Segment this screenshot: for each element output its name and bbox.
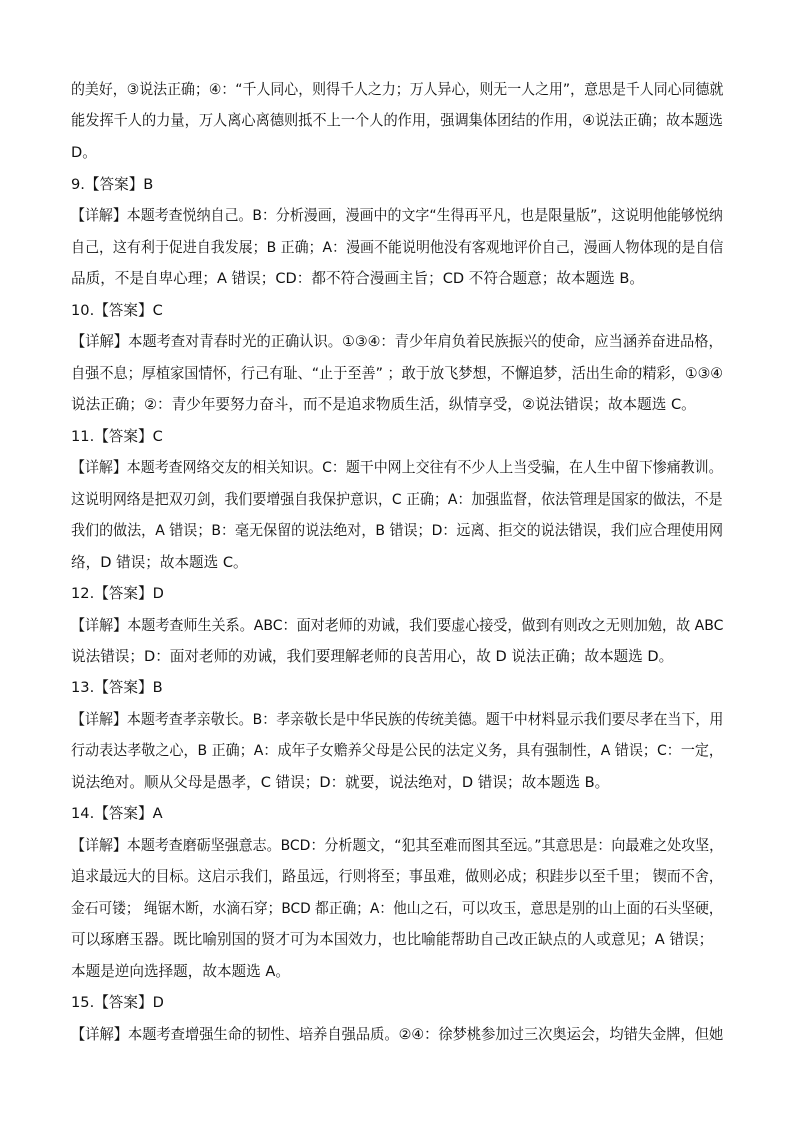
text-line: 我们的做法，A 错误；B：毫无保留的说法绝对，B 错误；D：远离、拒交的说法错误，我们应合理使用网: [71, 522, 724, 539]
text-line: 自己，这有利于促进自我发展；B 正确；A：漫画不能说明他没有客观地评价自己，漫画人物体现的是自信: [71, 239, 724, 256]
text-line: 说法正确；②：青少年要努力奋斗，而不是追求物质生活，纵情享受，②说法错误；故本题选 C。: [71, 396, 696, 413]
answer-heading-14: 14.【答案】A: [71, 805, 163, 822]
text-line: 行动表达孝敬之心，B 正确；A：成年子女赡养父母是公民的法定义务，具有强制性，A 错误；C：一定，: [71, 742, 723, 759]
answer-heading-15: 15.【答案】D: [71, 994, 164, 1011]
text-line: 追求最远大的目标。这启示我们，路虽远，行则将至；事虽难，做则必成；积跬步以至千里； 锲而不舍，: [71, 868, 723, 885]
text-line: 金石可镂； 绳锯木断，水滴石穿；BCD 都正确；A：他山之石，可以攻玉，意思是别的山上面的石头坚硬，: [71, 900, 723, 917]
text-line: 【详解】本题考查对青春时光的正确认识。①③④：青少年肩负着民族振兴的使命，应当涵养奋进品格，: [71, 333, 723, 350]
text-line: D。: [71, 144, 97, 161]
answer-heading-9: 9.【答案】B: [71, 176, 154, 193]
text-line: 【详解】本题考查悦纳自己。B：分析漫画，漫画中的文字“生得再平凡，也是限量版”，这说明他能够悦纳: [71, 207, 723, 224]
text-line: 【详解】本题考查师生关系。ABC：面对老师的劝诫，我们要虚心接受，做到有则改之无则加勉，故 ABC: [71, 617, 724, 634]
answer-heading-11: 11.【答案】C: [71, 428, 163, 445]
text-line: 这说明网络是把双刃剑，我们要增强自我保护意识，C 正确；A：加强监督，依法管理是国家的做法，不是: [71, 491, 723, 508]
answer-heading-13: 13.【答案】B: [71, 679, 163, 696]
text-line: 【详解】本题考查磨砺坚强意志。BCD：分析题文，“犯其至难而图其至远。”其意思是：向最难之处攻坚，: [71, 837, 724, 854]
text-line: 自强不息；厚植家国情怀，行己有耻、“止于至善” ；敢于放飞梦想，不懈追梦，活出生命的精彩，①③④: [71, 365, 723, 382]
text-line: 【详解】本题考查网络交友的相关知识。C：题干中网上交往有不少人上当受骗，在人生中留下惨痛教训。: [71, 459, 723, 476]
answer-heading-12: 12.【答案】D: [71, 585, 164, 602]
text-line: 说法错误；D：面对老师的劝诫，我们要理解老师的良苦用心，故 D 说法正确；故本题选 D。: [71, 648, 674, 665]
text-line: 可以琢磨玉器。既比喻别国的贤才可为本国效力，也比喻能帮助自己改正缺点的人或意见；A 错误；: [71, 931, 714, 948]
text-line: 【详解】本题考查孝亲敬长。B：孝亲敬长是中华民族的传统美德。题干中材料显示我们要尽孝在当下，用: [71, 711, 724, 728]
text-line: 说法绝对。顺从父母是愚孝，C 错误；D：就要，说法绝对，D 错误；故本题选 B。: [71, 774, 610, 791]
answer-heading-10: 10.【答案】C: [71, 302, 163, 319]
text-line: 品质，不是自卑心理；A 错误；CD：都不符合漫画主旨；CD 不符合题意；故本题选 B。: [71, 270, 644, 287]
text-line: 本题是逆向选择题，故本题选 A。: [71, 963, 290, 980]
text-line: 能发挥千人的力量，万人离心离德则抵不上一个人的作用，强调集体团结的作用，④说法正确；故本题选: [71, 112, 723, 129]
text-line: 【详解】本题考查增强生命的韧性、培养自强品质。②④：徐梦桃参加过三次奥运会，均错失金牌，但她: [71, 1026, 724, 1043]
text-line: 的美好，③说法正确；④：“千人同心，则得千人之力；万人异心，则无一人之用”，意思是千人同心同德就: [71, 81, 724, 98]
text-line: 络，D 错误；故本题选 C。: [71, 554, 248, 571]
